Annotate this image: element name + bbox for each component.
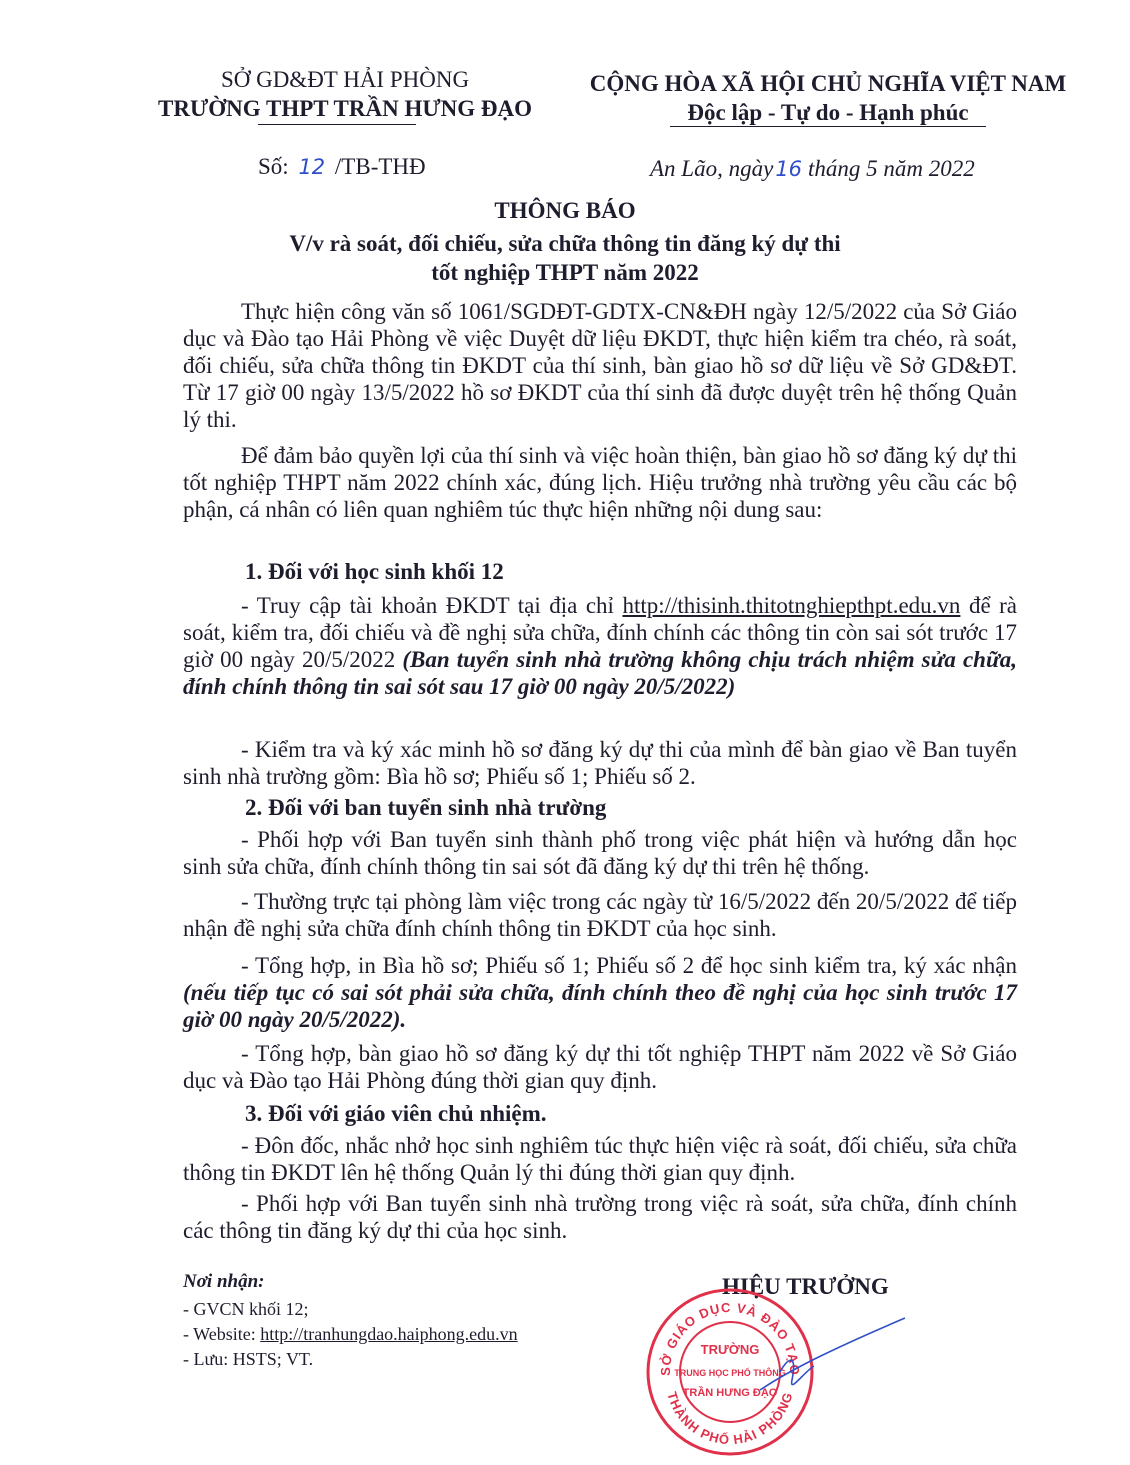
school-name-underline: [258, 124, 416, 125]
agency-name: SỞ GD&ĐT HẢI PHÒNG: [220, 67, 470, 92]
stamp-inner-line1: TRƯỜNG: [700, 1342, 760, 1357]
exam-portal-link[interactable]: http://thisinh.thitotnghiepthpt.edu.vn: [622, 593, 961, 618]
section1-item2: - Kiểm tra và ký xác minh hồ sơ đăng ký dự thi của mình để bàn giao về Ban tuyển sinh nhà trường gồm: Bìa hồ sơ; Phiếu số 1; Phiếu số 2.: [183, 737, 1017, 789]
recipient-homeroom: - GVCN khối 12;: [183, 1299, 309, 1319]
section2-item4: - Tổng hợp, bàn giao hồ sơ đăng ký dự thi tốt nghiệp THPT năm 2022 về Sở Giáo dục và Đào tạo Hải Phòng đúng thời gian quy định.: [183, 1041, 1017, 1093]
section2-item1: - Phối hợp với Ban tuyển sinh thành phố trong việc phát hiện và hướng dẫn học sinh sửa chữa, đính chính thông tin sai sót đã đăng ký dự thi trên hệ thống.: [183, 827, 1017, 879]
section3-heading: 3. Đối với giáo viên chủ nhiệm.: [245, 1101, 547, 1126]
school-name: TRƯỜNG THPT TRẦN HƯNG ĐẠO: [158, 96, 532, 121]
section2-item2: - Thường trực tại phòng làm việc trong các ngày từ 16/5/2022 đến 20/5/2022 để tiếp nhận đề nghị sửa chữa đính chính thông tin ĐKDT của học sinh.: [183, 889, 1017, 941]
paragraph-purpose: Để đảm bảo quyền lợi của thí sinh và việc hoàn thiện, bàn giao hồ sơ đăng ký dự thi tốt nghiệp THPT năm 2022 chính xác, đúng lịch. Hiệu trưởng nhà trường yêu cầu các bộ phận, cá nhân có liên quan nghiêm túc thực hiện những nội dung sau:: [183, 443, 1017, 522]
section2-item3: - Tổng hợp, in Bìa hồ sơ; Phiếu số 1; Phiếu số 2 để học sinh kiểm tra, ký xác nhận (nếu tiếp tục có sai sót phải sửa chữa, đính chính theo đề nghị của học sinh trước 17 giờ 00 ngày 20/5/2022).: [183, 953, 1017, 1032]
section2-item3-note: (nếu tiếp tục có sai sót phải sửa chữa, đính chính theo đề nghị của học sinh trước 17 giờ 00 ngày 20/5/2022).: [183, 980, 1017, 1032]
notice-subject-line1: V/v rà soát, đối chiếu, sửa chữa thông tin đăng ký dự thi: [289, 231, 841, 256]
stamp-inner-line2: TRUNG HỌC PHỔ THÔNG: [674, 1368, 786, 1378]
stamp-outer-bottom: THÀNH PHỐ HẢI PHÒNG: [664, 1389, 796, 1448]
principal-title: HIỆU TRƯỞNG: [722, 1274, 889, 1299]
stamp-inner-line3: TRẦN HƯNG ĐẠO: [682, 1387, 778, 1399]
section2-heading: 2. Đối với ban tuyển sinh nhà trường: [245, 795, 607, 820]
section1-item1-note: (Ban tuyển sinh nhà trường không chịu trách nhiệm sửa chữa, đính chính thông tin sai sót sau 17 giờ 00 ngày 20/5/2022): [183, 647, 1017, 699]
paragraph-intro: Thực hiện công văn số 1061/SGDĐT-GDTX-CN&ĐH ngày 12/5/2022 của Sở Giáo dục và Đào tạo Hải Phòng về việc Duyệt dữ liệu ĐKDT, thực hiện kiểm tra chéo, rà soát, đối chiếu, sửa chữa thông tin ĐKDT của thí sinh, bàn giao hồ sơ dữ liệu về Sở GD&ĐT. Từ 17 giờ 00 ngày 13/5/2022 hồ sơ ĐKDT của thí sinh đã được duyệt trên hệ thống Quản lý thi.: [183, 299, 1017, 432]
national-title: CỘNG HÒA XÃ HỘI CHỦ NGHĨA VIỆT NAM: [589, 71, 1067, 96]
notice-subject-line2: tốt nghiệp THPT năm 2022: [431, 260, 699, 285]
school-website-link[interactable]: http://tranhungdao.haiphong.edu.vn: [260, 1324, 518, 1344]
recipient-archive: - Lưu: HSTS; VT.: [183, 1349, 314, 1369]
principal-signature: [740, 1310, 920, 1410]
section3-item1: - Đôn đốc, nhắc nhở học sinh nghiêm túc thực hiện việc rà soát, đối chiếu, sửa chữa thông tin ĐKDT lên hệ thống Quản lý thi đúng thời gian quy định.: [183, 1133, 1017, 1185]
handwritten-number: 12: [298, 155, 326, 179]
handwritten-day: 16: [775, 157, 803, 181]
stamp-outer-top: SỞ GIÁO DỤC VÀ ĐÀO TẠO: [657, 1299, 803, 1376]
document-number: Số: 12 /TB-THĐ: [258, 154, 426, 179]
recipients-label: Nơi nhận:: [183, 1271, 265, 1292]
signature-strokes: [740, 1310, 920, 1410]
recipient-website: - Website: http://tranhungdao.haiphong.edu.vn: [183, 1324, 518, 1344]
national-motto: Độc lập - Tự do - Hạnh phúc: [687, 100, 969, 125]
section3-item2: - Phối hợp với Ban tuyển sinh nhà trường trong việc rà soát, sửa chữa, đính chính các thông tin đăng ký dự thi của học sinh.: [183, 1191, 1017, 1243]
motto-underline: [670, 126, 986, 127]
section1-item1: - Truy cập tài khoản ĐKDT tại địa chỉ http://thisinh.thitotnghiepthpt.edu.vn để rà soát, kiểm tra, đối chiếu và đề nghị sửa chữa, đính chính các thông tin còn sai sót trước 17 giờ 00 ngày 20/5/2022 (Ban tuyển sinh nhà trường không chịu trách nhiệm sửa chữa, đính chính thông tin sai sót sau 17 giờ 00 ngày 20/5/2022): [183, 593, 1018, 699]
notice-title: THÔNG BÁO: [494, 198, 636, 223]
document-date: An Lão, ngày16 tháng 5 năm 2022: [650, 156, 975, 181]
section1-heading: 1. Đối với học sinh khối 12: [245, 559, 504, 584]
